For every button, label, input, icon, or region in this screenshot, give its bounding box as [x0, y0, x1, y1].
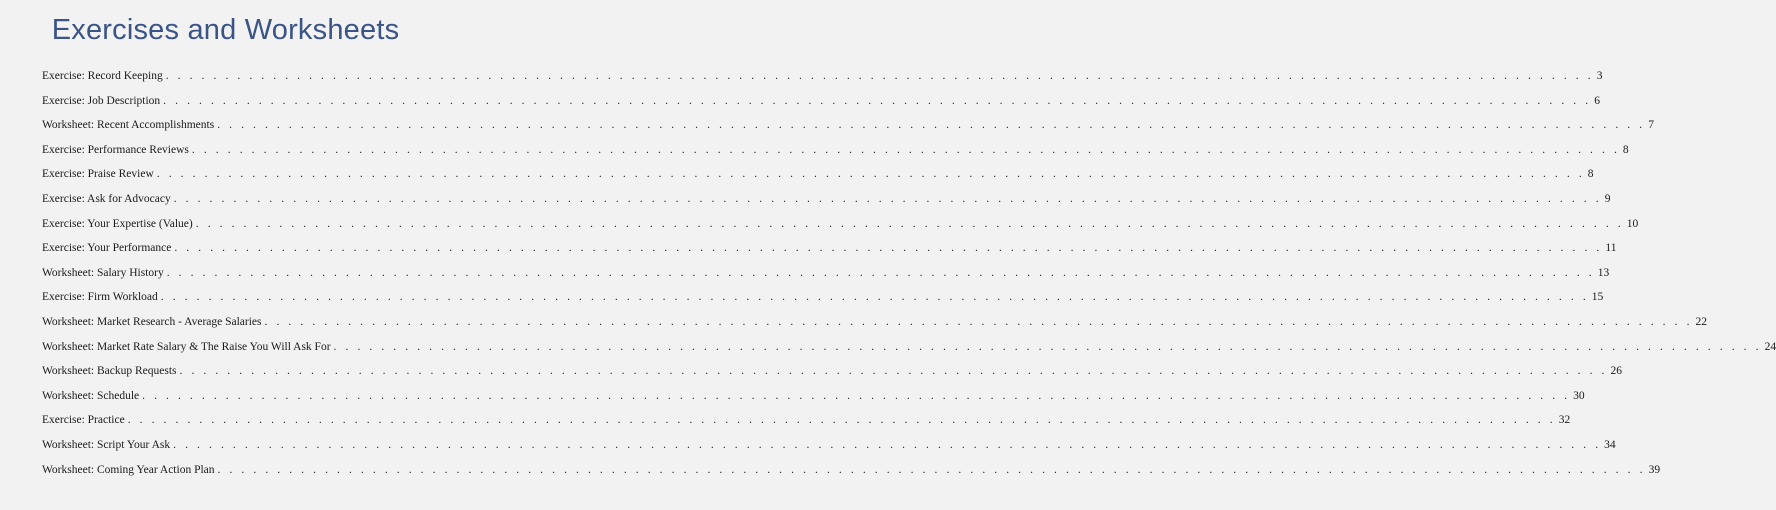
toc-entry-page-number: 8 — [1622, 143, 1629, 156]
dot-leader: . . . . . . . . . . . . . . . . . . . . . . . . . . . . . . . . . . . . . . . . . . . . . . . . . . . . . . . . . . . . . . . . . . . . . . . . . . . . . . . . . . . . . . . . . . . . . . . . . . . . . . . . . . . . . . . . . . . . . . . . — [217, 119, 1646, 132]
toc-entry-page-number: 34 — [1604, 438, 1616, 451]
toc-entry-label: Exercise: Record Keeping — [42, 70, 163, 82]
dot-leader: . . . . . . . . . . . . . . . . . . . . . . . . . . . . . . . . . . . . . . . . . . . . . . . . . . . . . . . . . . . . . . . . . . . . . . . . . . . . . . . . . . . . . . . . . . . . . . . . . . . . . . . . . . . . . . . . . . . . . . . . — [264, 315, 1693, 328]
toc-entry[interactable] — [42, 315, 1708, 341]
toc-entry-page-number: 22 — [1695, 315, 1708, 328]
dot-leader: . . . . . . . . . . . . . . . . . . . . . . . . . . . . . . . . . . . . . . . . . . . . . . . . . . . . . . . . . . . . . . . . . . . . . . . . . . . . . . . . . . . . . . . . . . . . . . . . . . . . . . . . . . . . . . . . . . . . . . . . — [179, 365, 1608, 378]
toc-entry-label: Worksheet: Market Rate Salary & The Raise You Will Ask For — [42, 340, 331, 353]
toc-entry[interactable] — [42, 242, 1617, 267]
toc-entry-page-number: 6 — [1594, 94, 1600, 107]
toc-entry-label: Worksheet: Recent Accomplishments — [42, 119, 215, 132]
toc-entry-label: Worksheet: Backup Requests — [42, 365, 177, 378]
toc-entry[interactable] — [42, 94, 1600, 120]
toc-entry-label: Exercise: Firm Workload — [42, 291, 158, 304]
toc-entry-label: Exercise: Performance Reviews — [42, 143, 189, 156]
toc-entry-label: Exercise: Ask for Advocacy — [42, 192, 171, 205]
dot-leader: . . . . . . . . . . . . . . . . . . . . . . . . . . . . . . . . . . . . . . . . . . . . . . . . . . . . . . . . . . . . . . . . . . . . . . . . . . . . . . . . . . . . . . . . . . . . . . . . . . . . . . . . . . . . . . . . . . . . . . . . — [333, 340, 1762, 353]
toc-entry[interactable] — [42, 217, 1639, 243]
toc-entry[interactable] — [42, 266, 1610, 292]
toc-entry[interactable] — [42, 143, 1629, 169]
dot-leader: . . . . . . . . . . . . . . . . . . . . . . . . . . . . . . . . . . . . . . . . . . . . . . . . . . . . . . . . . . . . . . . . . . . . . . . . . . . . . . . . . . . . . . . . . . . . . . . . . . . . . . . . . . . . . . . . . . . . . . . . — [163, 94, 1592, 107]
toc-entry-page-number: 11 — [1605, 242, 1617, 255]
table-of-contents — [42, 70, 1776, 488]
toc-entry[interactable] — [42, 414, 1571, 439]
toc-entry-label: Worksheet: Schedule — [42, 389, 140, 402]
toc-entry[interactable] — [42, 340, 1776, 366]
dot-leader: . . . . . . . . . . . . . . . . . . . . . . . . . . . . . . . . . . . . . . . . . . . . . . . . . . . . . . . . . . . . . . . . . . . . . . . . . . . . . . . . . . . . . . . . . . . . . . . . . . . . . . . . . . . . . . . . . . . . . . . . — [156, 168, 1585, 181]
toc-entry-page-number: 13 — [1597, 266, 1610, 279]
toc-entry-page-number: 15 — [1591, 291, 1604, 304]
toc-entry[interactable] — [42, 168, 1594, 193]
toc-entry-label: Worksheet: Coming Year Action Plan — [42, 463, 215, 476]
toc-entry-page-number: 10 — [1626, 217, 1639, 230]
toc-entry-label: Worksheet: Script Your Ask — [42, 438, 171, 451]
toc-entry[interactable] — [42, 70, 1603, 95]
toc-entry-page-number: 32 — [1558, 414, 1571, 427]
dot-leader: . . . . . . . . . . . . . . . . . . . . . . . . . . . . . . . . . . . . . . . . . . . . . . . . . . . . . . . . . . . . . . . . . . . . . . . . . . . . . . . . . . . . . . . . . . . . . . . . . . . . . . . . . . . . . . . . . . . . . . . . — [173, 438, 1602, 451]
dot-leader: . . . . . . . . . . . . . . . . . . . . . . . . . . . . . . . . . . . . . . . . . . . . . . . . . . . . . . . . . . . . . . . . . . . . . . . . . . . . . . . . . . . . . . . . . . . . . . . . . . . . . . . . . . . . . . . . . . . . . . . . — [195, 217, 1624, 230]
dot-leader: . . . . . . . . . . . . . . . . . . . . . . . . . . . . . . . . . . . . . . . . . . . . . . . . . . . . . . . . . . . . . . . . . . . . . . . . . . . . . . . . . . . . . . . . . . . . . . . . . . . . . . . . . . . . . . . . . . . . . . . . — [165, 70, 1594, 82]
toc-entry-page-number: 8 — [1587, 168, 1594, 181]
dot-leader: . . . . . . . . . . . . . . . . . . . . . . . . . . . . . . . . . . . . . . . . . . . . . . . . . . . . . . . . . . . . . . . . . . . . . . . . . . . . . . . . . . . . . . . . . . . . . . . . . . . . . . . . . . . . . . . . . . . . . . . . — [217, 463, 1646, 476]
dot-leader: . . . . . . . . . . . . . . . . . . . . . . . . . . . . . . . . . . . . . . . . . . . . . . . . . . . . . . . . . . . . . . . . . . . . . . . . . . . . . . . . . . . . . . . . . . . . . . . . . . . . . . . . . . . . . . . . . . . . . . . . — [174, 242, 1603, 255]
toc-entry-label: Exercise: Your Performance — [42, 242, 172, 255]
toc-entry[interactable] — [42, 119, 1654, 144]
toc-entry-page-number: 39 — [1648, 463, 1661, 476]
dot-leader: . . . . . . . . . . . . . . . . . . . . . . . . . . . . . . . . . . . . . . . . . . . . . . . . . . . . . . . . . . . . . . . . . . . . . . . . . . . . . . . . . . . . . . . . . . . . . . . . . . . . . . . . . . . . . . . . . . . . . . . . — [166, 266, 1595, 279]
toc-entry-label: Exercise: Practice — [42, 414, 125, 427]
toc-entry-page-number: 3 — [1596, 70, 1603, 82]
toc-entry-page-number: 24 — [1764, 340, 1776, 353]
dot-leader: . . . . . . . . . . . . . . . . . . . . . . . . . . . . . . . . . . . . . . . . . . . . . . . . . . . . . . . . . . . . . . . . . . . . . . . . . . . . . . . . . . . . . . . . . . . . . . . . . . . . . . . . . . . . . . . . . . . . . . . . — [160, 291, 1589, 304]
toc-entry[interactable] — [42, 291, 1604, 316]
dot-leader: . . . . . . . . . . . . . . . . . . . . . . . . . . . . . . . . . . . . . . . . . . . . . . . . . . . . . . . . . . . . . . . . . . . . . . . . . . . . . . . . . . . . . . . . . . . . . . . . . . . . . . . . . . . . . . . . . . . . . . . . — [191, 143, 1620, 156]
toc-entry-label: Worksheet: Market Research - Average Salaries — [42, 315, 262, 328]
page-title: Exercises and Worksheets — [51, 14, 400, 46]
toc-entry[interactable] — [42, 438, 1616, 464]
toc-entry[interactable] — [42, 463, 1661, 489]
toc-entry-page-number: 7 — [1648, 119, 1654, 132]
toc-entry-label: Exercise: Your Expertise (Value) — [42, 217, 193, 230]
toc-entry[interactable] — [42, 365, 1623, 390]
toc-entry[interactable] — [42, 192, 1611, 218]
dot-leader: . . . . . . . . . . . . . . . . . . . . . . . . . . . . . . . . . . . . . . . . . . . . . . . . . . . . . . . . . . . . . . . . . . . . . . . . . . . . . . . . . . . . . . . . . . . . . . . . . . . . . . . . . . . . . . . . . . . . . . . . — [142, 389, 1571, 402]
toc-entry-page-number: 9 — [1604, 192, 1611, 205]
dot-leader: . . . . . . . . . . . . . . . . . . . . . . . . . . . . . . . . . . . . . . . . . . . . . . . . . . . . . . . . . . . . . . . . . . . . . . . . . . . . . . . . . . . . . . . . . . . . . . . . . . . . . . . . . . . . . . . . . . . . . . . . — [173, 192, 1602, 205]
toc-entry-label: Worksheet: Salary History — [42, 266, 164, 279]
toc-entry-label: Exercise: Job Description — [42, 94, 161, 107]
toc-entry-label: Exercise: Praise Review — [42, 168, 154, 181]
toc-entry-page-number: 26 — [1610, 365, 1623, 378]
dot-leader: . . . . . . . . . . . . . . . . . . . . . . . . . . . . . . . . . . . . . . . . . . . . . . . . . . . . . . . . . . . . . . . . . . . . . . . . . . . . . . . . . . . . . . . . . . . . . . . . . . . . . . . . . . . . . . . . . . . . . . . . — [127, 414, 1556, 427]
toc-entry[interactable] — [42, 389, 1585, 415]
toc-entry-page-number: 30 — [1573, 389, 1585, 402]
